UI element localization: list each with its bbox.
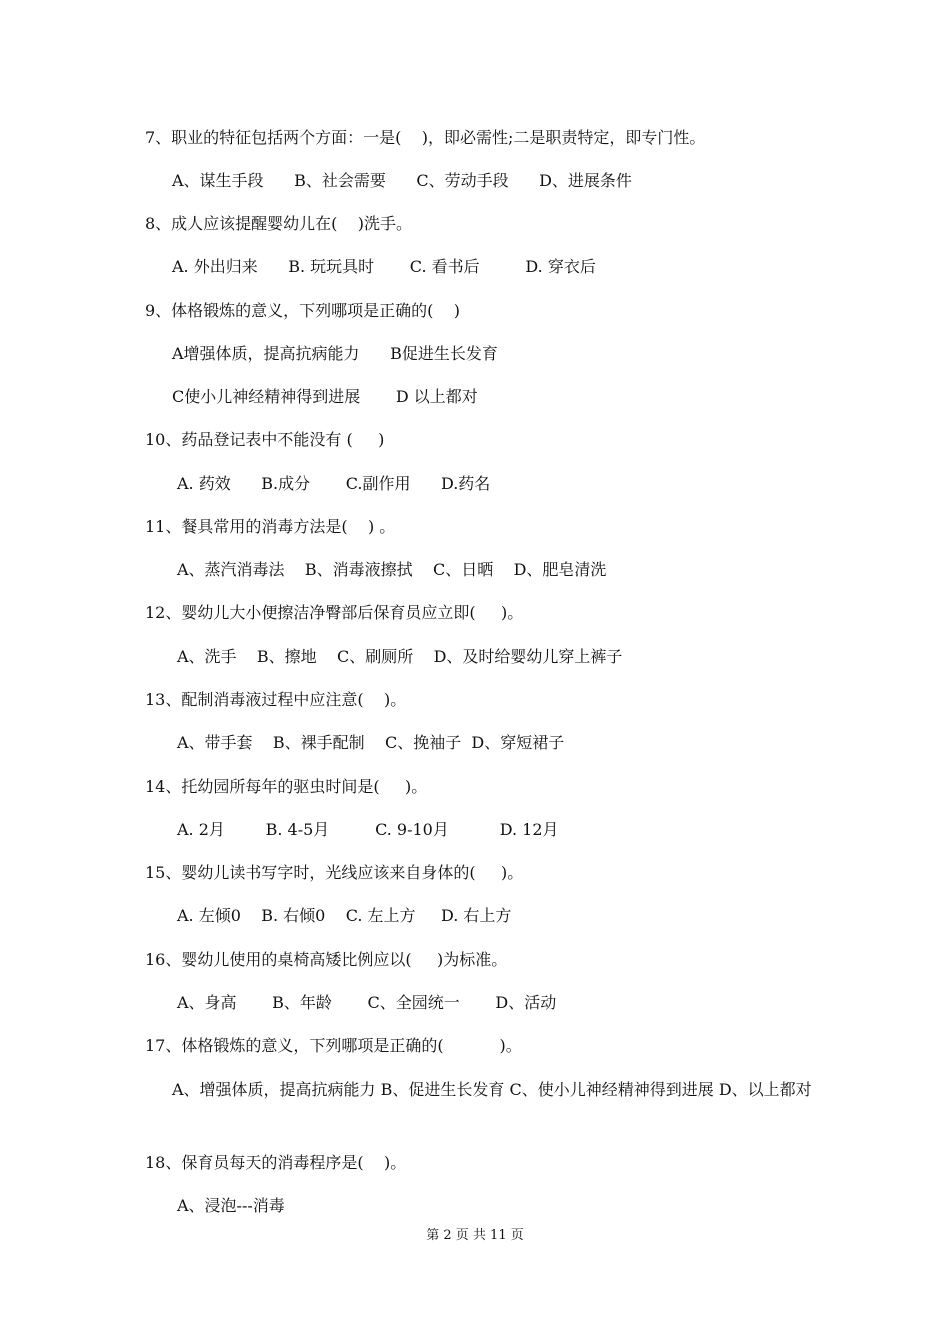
- question-10-options: A. 药效 B.成分 C.副作用 D.药名: [177, 474, 491, 493]
- question-14: 14、托幼园所每年的驱虫时间是( )。: [145, 777, 428, 796]
- question-8-options: A. 外出归来 B. 玩玩具时 C. 看书后 D. 穿衣后: [172, 257, 596, 276]
- question-11-options: A、蒸汽消毒法 B、消毒液擦拭 C、日晒 D、肥皂清洗: [177, 560, 607, 579]
- page-footer: 第 2 页 共 11 页: [426, 1228, 524, 1243]
- question-10: 10、药品登记表中不能没有 ( ): [145, 430, 385, 449]
- question-14-options: A. 2月 B. 4-5月 C. 9-10月 D. 12月: [177, 820, 559, 839]
- question-13-options: A、带手套 B、裸手配制 C、挽袖子 D、穿短裙子: [177, 733, 565, 752]
- question-18-option: A、浸泡---消毒: [177, 1196, 285, 1215]
- question-7: 7、职业的特征包括两个方面：一是( )，即必需性;二是职责特定，即专门性。: [145, 128, 706, 147]
- question-8: 8、成人应该提醒婴幼儿在( )洗手。: [145, 214, 413, 233]
- question-9-options-row2: C使小儿神经精神得到进展 D 以上都对: [172, 387, 478, 406]
- question-17-options: A、增强体质，提高抗病能力 B、促进生长发育 C、使小儿神经精神得到进展 D、以上都对: [172, 1080, 812, 1099]
- question-9: 9、体格锻炼的意义，下列哪项是正确的( ): [145, 301, 461, 320]
- question-16: 16、婴幼儿使用的桌椅高矮比例应以( )为标准。: [145, 950, 508, 969]
- question-15: 15、婴幼儿读书写字时，光线应该来自身体的( )。: [145, 863, 524, 882]
- question-11: 11、餐具常用的消毒方法是( ) 。: [145, 517, 396, 536]
- question-16-options: A、身高 B、年龄 C、全园统一 D、活动: [177, 993, 557, 1012]
- question-7-options: A、谋生手段 B、社会需要 C、劳动手段 D、进展条件: [172, 171, 632, 190]
- question-12: 12、婴幼儿大小便擦洁净臀部后保育员应立即( )。: [145, 603, 524, 622]
- question-12-options: A、洗手 B、擦地 C、刷厕所 D、及时给婴幼儿穿上裤子: [177, 647, 623, 666]
- question-18: 18、保育员每天的消毒程序是( )。: [145, 1153, 407, 1172]
- question-15-options: A. 左倾0 B. 右倾0 C. 左上方 D. 右上方: [177, 906, 512, 925]
- question-13: 13、配制消毒液过程中应注意( )。: [145, 690, 407, 709]
- question-17: 17、体格锻炼的意义，下列哪项是正确的( )。: [145, 1036, 522, 1055]
- question-9-options-row1: A增强体质，提高抗病能力 B促进生长发育: [172, 344, 498, 363]
